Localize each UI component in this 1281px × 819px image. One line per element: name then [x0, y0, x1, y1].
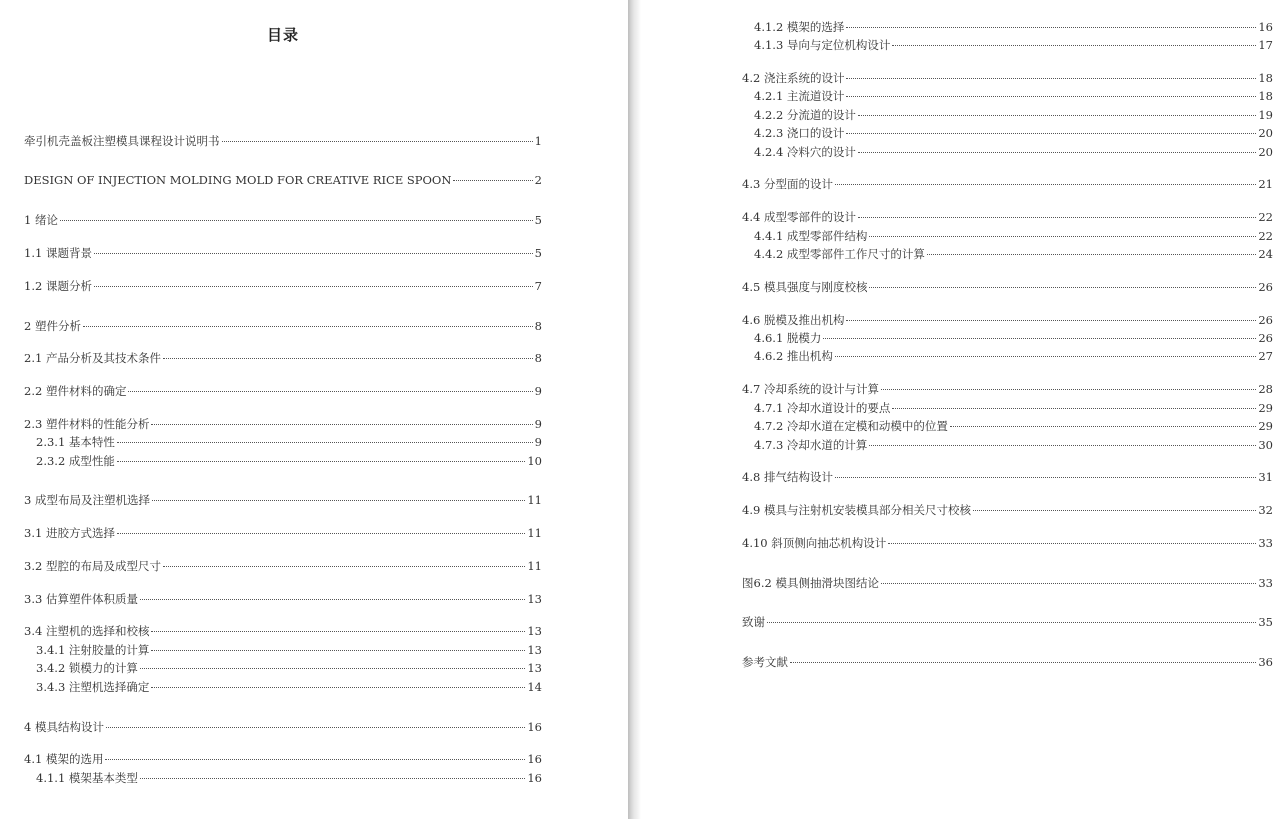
toc-entry-page-number: 27: [1258, 349, 1273, 363]
toc-dot-leader: [892, 45, 1256, 46]
toc-dot-leader: [846, 133, 1256, 134]
toc-entry-page-number: 2: [534, 173, 542, 187]
toc-entry-title: 4.4.2 成型零部件工作尺寸的计算: [754, 247, 925, 261]
toc-entry-page-number: 13: [527, 643, 542, 657]
toc-entry-title: 4.4.1 成型零部件结构: [754, 229, 868, 243]
toc-entry-title: 4.2.1 主流道设计: [754, 89, 845, 103]
toc-entry-title: 4 模具结构设计: [24, 720, 104, 734]
toc-dot-leader: [950, 426, 1256, 427]
toc-dot-leader: [117, 533, 525, 534]
toc-entry-title: 4.2.2 分流道的设计: [754, 108, 856, 122]
toc-dot-leader: [869, 287, 1256, 288]
toc-entry[interactable]: [754, 228, 1273, 244]
toc-title: 目录: [266, 26, 299, 44]
toc-entry[interactable]: [754, 19, 1273, 35]
toc-dot-leader: [858, 152, 1256, 153]
toc-dot-leader: [128, 391, 532, 392]
toc-entry-page-number: 5: [534, 213, 542, 227]
toc-entry[interactable]: [24, 623, 542, 639]
toc-dot-leader: [60, 220, 533, 221]
toc-dot-leader: [117, 442, 533, 443]
toc-dot-leader: [152, 500, 525, 501]
toc-entry[interactable]: [24, 172, 542, 188]
toc-entry-title: 3.4.2 锁模力的计算: [36, 661, 138, 675]
toc-entry[interactable]: [754, 107, 1273, 123]
toc-entry-title: 4.2.3 浇口的设计: [754, 126, 845, 140]
toc-entry-title: 4.1.3 导向与定位机构设计: [754, 38, 891, 52]
toc-dot-leader: [858, 115, 1256, 116]
toc-entry[interactable]: [742, 381, 1273, 397]
toc-entry-title: 4.1.2 模架的选择: [754, 20, 845, 34]
toc-entry-title: 4.1.1 模架基本类型: [36, 771, 138, 785]
toc-entry-page-number: 11: [527, 493, 542, 507]
toc-entry-title: 4.7.1 冷却水道设计的要点: [754, 401, 891, 415]
toc-dot-leader: [151, 650, 525, 651]
toc-entry[interactable]: [24, 245, 542, 261]
toc-dot-leader: [927, 254, 1256, 255]
toc-entry-title: 3.2 型腔的布局及成型尺寸: [24, 559, 161, 573]
toc-entry-page-number: 16: [527, 771, 542, 785]
toc-entry-page-number: 20: [1258, 145, 1273, 159]
toc-entry[interactable]: [742, 469, 1273, 485]
toc-entry[interactable]: [24, 350, 542, 366]
toc-dot-leader: [973, 510, 1256, 511]
toc-entry[interactable]: [754, 418, 1273, 434]
toc-entry[interactable]: [742, 502, 1273, 518]
toc-dot-leader: [140, 599, 525, 600]
toc-entry-title: 3.4.3 注塑机选择确定: [36, 680, 150, 694]
toc-dot-leader: [823, 338, 1256, 339]
toc-entry-page-number: 21: [1258, 177, 1273, 191]
toc-dot-leader: [222, 141, 533, 142]
toc-entry-title: 4.7.3 冷却水道的计算: [754, 438, 868, 452]
toc-entry-page-number: 17: [1258, 38, 1273, 52]
toc-dot-leader: [140, 778, 525, 779]
toc-entry[interactable]: [36, 434, 542, 450]
toc-entry-title: 3.1 进胶方式选择: [24, 526, 115, 540]
toc-entry-page-number: 16: [1258, 20, 1273, 34]
toc-entry-title: 2.3.1 基本特性: [36, 435, 115, 449]
toc-entry[interactable]: [24, 719, 542, 735]
toc-dot-leader: [790, 662, 1256, 663]
toc-entry-page-number: 36: [1258, 655, 1273, 669]
toc-dot-leader: [106, 727, 525, 728]
toc-dot-leader: [881, 583, 1256, 584]
toc-entry-title: 参考文献: [742, 655, 788, 669]
toc-entry-page-number: 22: [1258, 210, 1273, 224]
toc-entry-title: 4.2 浇注系统的设计: [742, 71, 845, 85]
toc-entry[interactable]: [742, 654, 1273, 670]
toc-entry[interactable]: [36, 642, 542, 658]
toc-entry-page-number: 35: [1258, 615, 1273, 629]
toc-dot-leader: [846, 78, 1256, 79]
toc-entry-page-number: 13: [527, 661, 542, 675]
toc-entry-title: 4.10 斜顶侧向抽芯机构设计: [742, 536, 887, 550]
toc-entry-title: DESIGN OF INJECTION MOLDING MOLD FOR CREATIVE RICE SPOON: [24, 173, 452, 187]
toc-entry-page-number: 14: [527, 680, 542, 694]
toc-dot-leader: [94, 253, 533, 254]
toc-entry[interactable]: [742, 176, 1273, 192]
toc-entry[interactable]: [24, 278, 542, 294]
toc-entry-page-number: 20: [1258, 126, 1273, 140]
page-gutter: [628, 0, 641, 819]
toc-entry[interactable]: [742, 209, 1273, 225]
toc-entry-page-number: 29: [1258, 401, 1273, 415]
toc-dot-leader: [453, 180, 532, 181]
toc-entry-title: 4.6.1 脱模力: [754, 331, 822, 345]
toc-dot-leader: [846, 27, 1256, 28]
toc-entry-page-number: 22: [1258, 229, 1273, 243]
toc-entry-page-number: 32: [1258, 503, 1273, 517]
toc-entry-title: 4.5 模具强度与刚度校核: [742, 280, 868, 294]
toc-entry[interactable]: [742, 535, 1273, 551]
toc-entry[interactable]: [742, 279, 1273, 295]
toc-entry-title: 3.4 注塑机的选择和校核: [24, 624, 150, 638]
toc-entry-title: 3 成型布局及注塑机选择: [24, 493, 150, 507]
toc-entry[interactable]: [24, 492, 542, 508]
toc-entry-page-number: 10: [527, 454, 542, 468]
toc-entry-page-number: 26: [1258, 313, 1273, 327]
toc-entry[interactable]: [24, 383, 542, 399]
toc-entry-title: 4.1 模架的选用: [24, 752, 104, 766]
toc-dot-leader: [151, 631, 525, 632]
toc-dot-leader: [892, 408, 1256, 409]
toc-entry[interactable]: [24, 318, 542, 334]
toc-entry[interactable]: [742, 70, 1273, 86]
toc-entry-page-number: 9: [534, 417, 542, 431]
toc-entry[interactable]: [24, 558, 542, 574]
toc-entry-title: 3.4.1 注射胶量的计算: [36, 643, 150, 657]
toc-entry[interactable]: [24, 416, 542, 432]
toc-entry-page-number: 11: [527, 559, 542, 573]
toc-entry-page-number: 24: [1258, 247, 1273, 261]
toc-entry[interactable]: [24, 525, 542, 541]
toc-dot-leader: [163, 358, 533, 359]
toc-dot-leader: [105, 759, 525, 760]
toc-entry[interactable]: [36, 453, 542, 469]
toc-entry-title: 1 绪论: [24, 213, 58, 227]
toc-entry[interactable]: [754, 88, 1273, 104]
toc-entry-page-number: 7: [534, 279, 542, 293]
toc-entry-page-number: 18: [1258, 89, 1273, 103]
toc-entry-title: 4.2.4 冷料穴的设计: [754, 145, 856, 159]
toc-entry[interactable]: [36, 770, 542, 786]
toc-entry-title: 牵引机壳盖板注塑模具课程设计说明书: [24, 134, 220, 148]
document-page-right: [641, 0, 1281, 819]
toc-dot-leader: [835, 477, 1256, 478]
toc-entry[interactable]: [754, 348, 1273, 364]
toc-entry-page-number: 8: [534, 351, 542, 365]
toc-entry-title: 4.6.2 推出机构: [754, 349, 833, 363]
toc-entry[interactable]: [754, 144, 1273, 160]
toc-entry[interactable]: [36, 660, 542, 676]
toc-dot-leader: [163, 566, 525, 567]
toc-entry[interactable]: [742, 575, 1273, 591]
toc-dot-leader: [94, 286, 533, 287]
toc-entry-page-number: 28: [1258, 382, 1273, 396]
toc-entry-page-number: 30: [1258, 438, 1273, 452]
toc-entry-title: 3.3 估算塑件体积质量: [24, 592, 138, 606]
toc-entry-page-number: 26: [1258, 280, 1273, 294]
document-page-left: [0, 0, 628, 819]
toc-dot-leader: [151, 424, 532, 425]
toc-entry-page-number: 1: [534, 134, 542, 148]
toc-dot-leader: [83, 326, 533, 327]
toc-entry-title: 1.1 课题背景: [24, 246, 92, 260]
toc-entry-page-number: 19: [1258, 108, 1273, 122]
toc-entry[interactable]: [36, 679, 542, 695]
toc-entry-title: 2.1 产品分析及其技术条件: [24, 351, 161, 365]
toc-dot-leader: [869, 445, 1256, 446]
toc-entry[interactable]: [754, 125, 1273, 141]
toc-entry[interactable]: [754, 37, 1273, 53]
toc-entry-page-number: 18: [1258, 71, 1273, 85]
toc-dot-leader: [117, 461, 525, 462]
toc-entry[interactable]: [742, 312, 1273, 328]
toc-entry-page-number: 29: [1258, 419, 1273, 433]
toc-entry[interactable]: [24, 751, 542, 767]
toc-entry[interactable]: [24, 133, 542, 149]
toc-entry[interactable]: [754, 330, 1273, 346]
toc-dot-leader: [881, 389, 1256, 390]
toc-entry-title: 4.4 成型零部件的设计: [742, 210, 856, 224]
toc-entry-page-number: 16: [527, 752, 542, 766]
toc-entry-page-number: 31: [1258, 470, 1273, 484]
toc-dot-leader: [835, 184, 1256, 185]
toc-entry[interactable]: [24, 591, 542, 607]
toc-entry-title: 2.3 塑件材料的性能分析: [24, 417, 150, 431]
toc-entry[interactable]: [24, 212, 542, 228]
toc-entry-page-number: 33: [1258, 536, 1273, 550]
toc-entry-title: 1.2 课题分析: [24, 279, 92, 293]
toc-entry-page-number: 9: [534, 435, 542, 449]
toc-entry-page-number: 33: [1258, 576, 1273, 590]
toc-entry-page-number: 11: [527, 526, 542, 540]
toc-dot-leader: [888, 543, 1256, 544]
toc-entry-title: 4.3 分型面的设计: [742, 177, 833, 191]
toc-entry-title: 2 塑件分析: [24, 319, 81, 333]
toc-entry-title: 图6.2 模具侧抽滑块图结论: [742, 576, 879, 590]
toc-dot-leader: [846, 320, 1256, 321]
toc-entry-page-number: 9: [534, 384, 542, 398]
toc-entry-title: 致谢: [742, 615, 765, 629]
toc-dot-leader: [140, 668, 525, 669]
toc-entry-page-number: 5: [534, 246, 542, 260]
toc-entry[interactable]: [754, 437, 1273, 453]
toc-entry[interactable]: [754, 246, 1273, 262]
toc-dot-leader: [858, 217, 1256, 218]
toc-entry-title: 4.6 脱模及推出机构: [742, 313, 845, 327]
toc-entry-page-number: 13: [527, 592, 542, 606]
toc-entry-title: 2.3.2 成型性能: [36, 454, 115, 468]
toc-entry-page-number: 16: [527, 720, 542, 734]
toc-entry-title: 4.8 排气结构设计: [742, 470, 833, 484]
toc-dot-leader: [835, 356, 1256, 357]
toc-dot-leader: [151, 687, 525, 688]
toc-entry[interactable]: [742, 614, 1273, 630]
toc-entry-title: 4.7.2 冷却水道在定模和动模中的位置: [754, 419, 948, 433]
toc-dot-leader: [767, 622, 1256, 623]
toc-dot-leader: [846, 96, 1256, 97]
toc-entry-title: 4.7 冷却系统的设计与计算: [742, 382, 879, 396]
toc-entry[interactable]: [754, 400, 1273, 416]
toc-entry-page-number: 8: [534, 319, 542, 333]
toc-entry-title: 2.2 塑件材料的确定: [24, 384, 127, 398]
toc-entry-page-number: 13: [527, 624, 542, 638]
toc-entry-title: 4.9 模具与注射机安装模具部分相关尺寸校核: [742, 503, 971, 517]
toc-entry-page-number: 26: [1258, 331, 1273, 345]
toc-dot-leader: [869, 236, 1256, 237]
